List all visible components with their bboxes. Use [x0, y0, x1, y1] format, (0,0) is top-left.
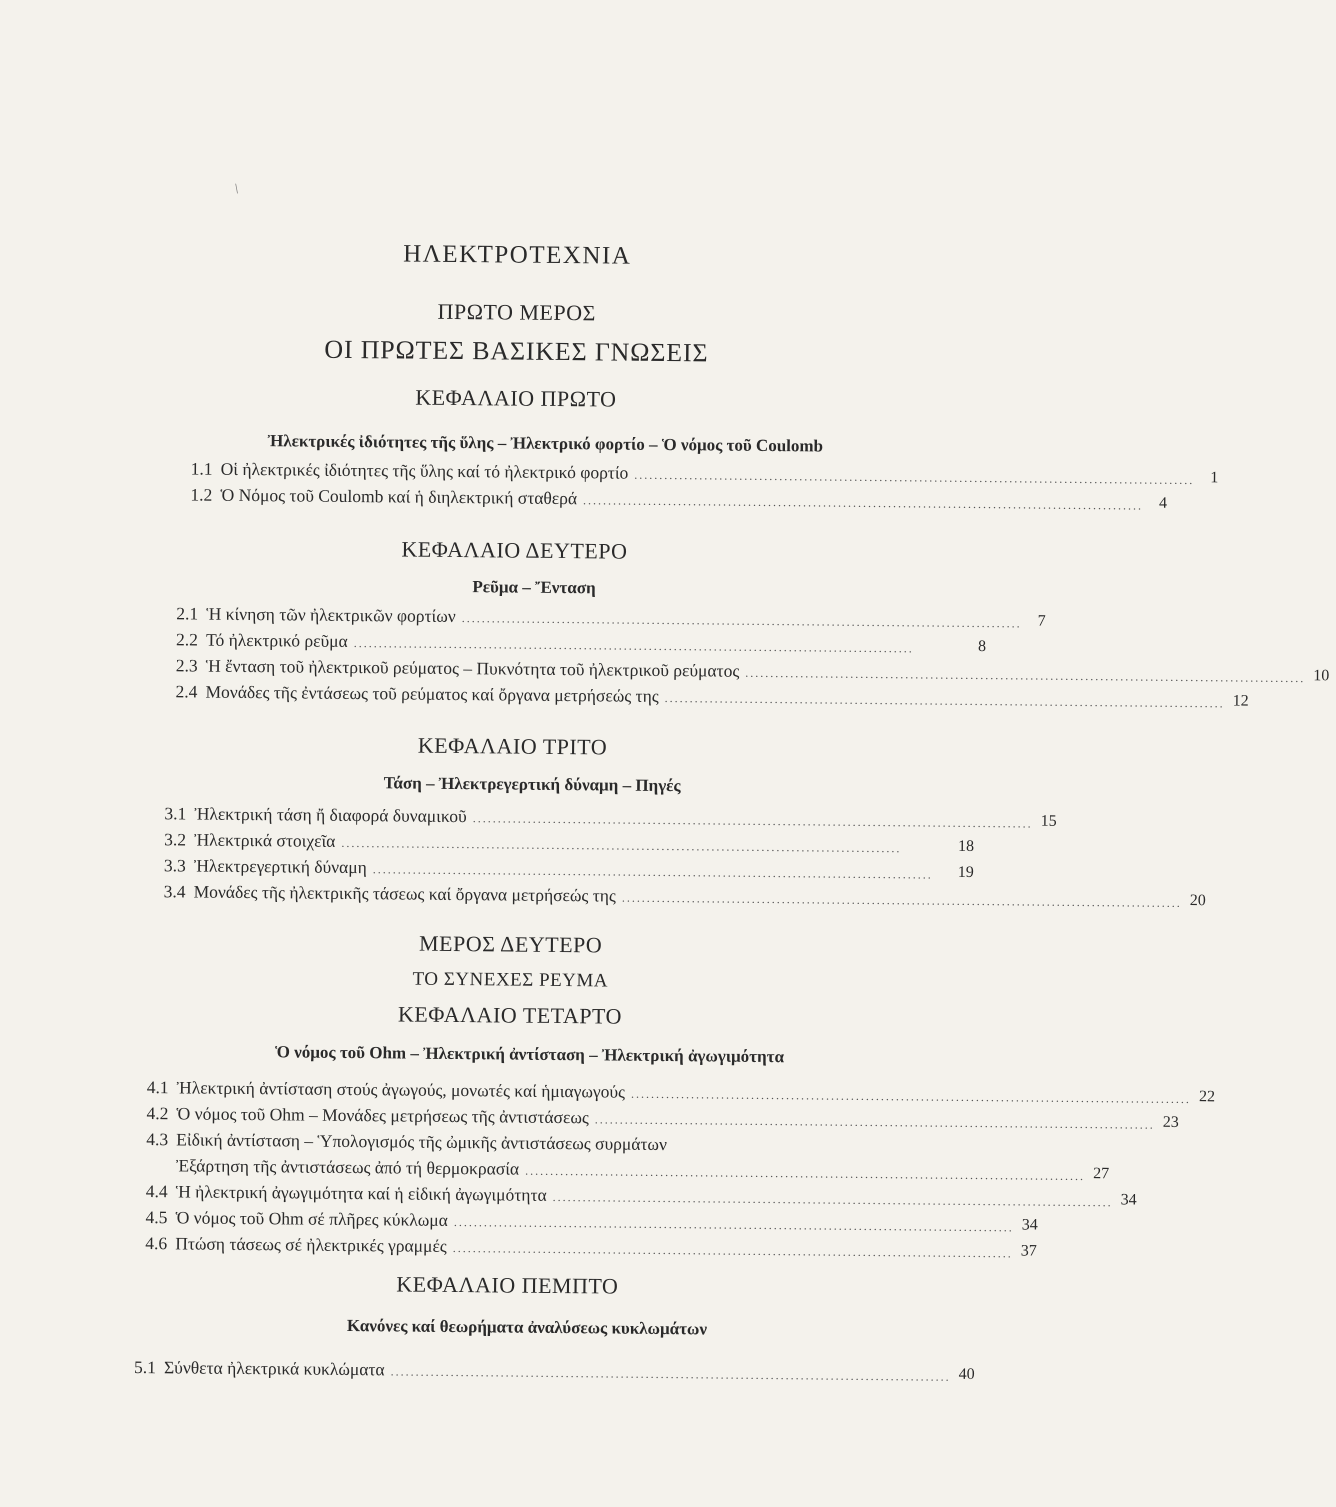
toc-entry-title: Ἠλεκτρικά στοιχεῖα — [194, 828, 342, 851]
toc-entry-title: Σύνθετα ἠλεκτρικά κυκλώματα — [164, 1356, 391, 1380]
toc-entry-title: Οἱ ἠλεκτρικές ἰδιότητες τῆς ὕλης καί τό ἠλεκτρικό φορτίο — [221, 458, 635, 484]
chapter4-subtitle: Ὁ νόμος τοῦ Ohm – Ἠλεκτρική ἀντίσταση – Ἠλεκτρική ἀγωγιμότητα — [17, 1040, 1042, 1070]
toc-entry-title: Ἡ ἠλεκτρική ἀγωγιμότητα καί ἡ εἰδική ἀγωγιμότητα — [176, 1180, 553, 1206]
toc-entry-number: 2.1 — [176, 602, 206, 624]
toc-entry — [191, 457, 996, 487]
toc-entry — [164, 802, 974, 832]
chapter3-heading: ΚΕΦΑΛΑΙΟ ΤΡΙΤΟ — [0, 729, 1025, 765]
toc-entry — [146, 1154, 971, 1184]
toc-entry-number: 5.1 — [134, 1356, 164, 1378]
toc-entry-title: Τό ἠλεκτρικό ρεῦμα — [206, 629, 354, 652]
toc-entry-title: Ἡ κίνηση τῶν ἠλεκτρικῶν φορτίων — [206, 603, 462, 627]
toc-entry-page: 40 — [951, 1364, 975, 1386]
toc-entry — [147, 1076, 972, 1106]
toc-entry — [164, 880, 974, 910]
toc-entry — [175, 680, 985, 710]
toc-entry-number: 4.2 — [146, 1102, 176, 1124]
chapter2-heading: ΚΕΦΑΛΑΙΟ ΔΕΥΤΕΡΟ — [2, 533, 1027, 569]
toc-entry — [146, 1128, 971, 1158]
toc-entry-title: Μονάδες τῆς ἠλεκτρικῆς τάσεως καί ὄργανα μετρήσεώς της — [194, 880, 622, 906]
toc-entry-title: Ἡ ἔνταση τοῦ ἠλεκτρικοῦ ρεύματος – Πυκνότητα τοῦ ἠλεκτρικοῦ ρεύματος — [206, 655, 746, 682]
leader-dots: ................................................................................................................ — [373, 860, 950, 884]
toc-entry-page: 34 — [1014, 1214, 1038, 1236]
part2-title: ΤΟ ΣΥΝΕΧΕΣ ΡΕΥΜΑ — [0, 965, 1023, 997]
toc-entry-title: Ἐξάρτηση τῆς ἀντιστάσεως ἀπό τή θερμοκρασία — [176, 1154, 525, 1179]
toc-entry-title: Ὁ νόμος τοῦ Ohm σέ πλῆρες κύκλωμα — [175, 1206, 454, 1231]
part1-heading: ΠΡΩΤΟ ΜΕΡΟΣ — [4, 295, 1029, 331]
leader-dots: ................................................................................................................ — [631, 1085, 1191, 1108]
toc-entry-number: 3.2 — [164, 828, 194, 850]
leader-dots: ................................................................................................................ — [665, 689, 1225, 712]
toc-entry — [164, 828, 974, 858]
toc-entry-number: 4.1 — [147, 1076, 177, 1098]
toc-entry-title: Ἠλεκτρική ἀντίσταση στούς ἀγωγούς, μονωτές καί ἡμιαγωγούς — [177, 1076, 631, 1102]
toc-entry — [146, 1180, 971, 1210]
toc-entry — [190, 483, 995, 513]
toc-entry-title: Εἰδική ἀντίσταση – Ὑπολογισμός τῆς ὠμικῆς ἀντιστάσεως συρμάτων — [176, 1128, 673, 1155]
toc-entry-title: Μονάδες τῆς ἐντάσεως τοῦ ρεύματος καί ὄργανα μετρήσεώς της — [205, 681, 664, 707]
leader-dots: ................................................................................................................ — [634, 466, 1194, 489]
toc-entry-number: 4.3 — [146, 1128, 176, 1150]
chapter4-heading: ΚΕΦΑΛΑΙΟ ΤΕΤΑΡΤΟ — [0, 998, 1023, 1034]
leader-dots: ................................................................................................................ — [525, 1162, 1085, 1185]
toc-entry-page: 22 — [1191, 1086, 1215, 1108]
toc-entry-number: 1.2 — [190, 483, 220, 505]
part1-title: ΟΙ ΠΡΩΤΕΣ ΒΑΣΙΚΕΣ ΓΝΩΣΕΙΣ — [4, 332, 1029, 372]
toc-entry-title: Ὁ Νόμος τοῦ Coulomb καί ἡ διηλεκτρική σταθερά — [220, 484, 583, 509]
toc-entry — [164, 854, 974, 884]
toc-entry-number: 4.4 — [146, 1180, 176, 1202]
leader-dots: ................................................................................................................ — [354, 634, 962, 658]
toc-entry-page: 18 — [950, 836, 974, 858]
toc-entry-page: 12 — [1225, 690, 1249, 712]
part2-heading: ΜΕΡΟΣ ΔΕΥΤΕΡΟ — [0, 927, 1023, 963]
toc-entry-title: Ἠλεκτρική τάση ἤ διαφορά δυναμικοῦ — [194, 802, 473, 827]
toc-entry-page: 20 — [1182, 890, 1206, 912]
toc-entry-title: Ἠλεκτρεγερτική δύναμη — [194, 854, 373, 878]
toc-entry-page: 1 — [1194, 467, 1218, 489]
chapter2-subtitle: Ρεῦμα – Ἔνταση — [21, 573, 1046, 603]
toc-entry-page: 15 — [1033, 811, 1057, 833]
toc-entry-number: 2.2 — [176, 628, 206, 650]
leader-dots: ................................................................................................................ — [341, 834, 950, 858]
toc-entry — [176, 628, 986, 658]
stray-pen-mark: / — [232, 182, 243, 198]
toc-entry-page: 8 — [962, 636, 986, 658]
toc-entry — [134, 1356, 954, 1386]
leader-dots: ................................................................................................................ — [391, 1362, 951, 1385]
chapter3-subtitle: Τάση – Ἠλεκτρεγερτική δύναμη – Πηγές — [20, 770, 1045, 800]
toc-entry-page: 4 — [1143, 493, 1167, 515]
chapter1-heading: ΚΕΦΑΛΑΙΟ ΠΡΩΤΟ — [3, 381, 1028, 417]
toc-entry-number: 1.1 — [191, 457, 221, 479]
toc-entry-number: 2.4 — [175, 680, 205, 702]
toc-entry-number: 4.6 — [145, 1232, 175, 1254]
chapter5-heading: ΚΕΦΑΛΑΙΟ ΠΕΜΠΤΟ — [0, 1268, 1020, 1304]
leader-dots: ................................................................................................................ — [453, 1239, 1013, 1262]
toc-entry — [176, 654, 986, 684]
toc-entry-page: 19 — [950, 862, 974, 884]
toc-entry-number: 3.3 — [164, 854, 194, 876]
toc-entry-page: 10 — [1305, 665, 1329, 687]
toc-entry-page: 34 — [1113, 1189, 1137, 1211]
leader-dots: ................................................................................................................ — [622, 889, 1182, 912]
leader-dots: ................................................................................................................ — [595, 1110, 1155, 1133]
toc-entry-number: 3.4 — [164, 880, 194, 902]
toc-entry-number: 4.5 — [145, 1206, 175, 1228]
leader-dots: ................................................................................................................ — [745, 664, 1305, 687]
leader-dots: ................................................................................................................ — [454, 1213, 1014, 1236]
toc-entry-page: 37 — [1013, 1240, 1037, 1262]
toc-entry — [176, 602, 986, 632]
chapter1-subtitle: Ἠλεκτρικές ἰδιότητες τῆς ὕλης – Ἠλεκτρικό φορτίο – Ὁ νόμος τοῦ Coulomb — [33, 429, 1058, 459]
toc-entry — [145, 1206, 970, 1236]
book-title: ΗΛΕΚΤΡΟΤΕΧΝΙΑ — [5, 237, 1030, 275]
leader-dots: ................................................................................................................ — [583, 491, 1143, 514]
toc-entry-page — [673, 1155, 971, 1158]
toc-entry-page: 7 — [1022, 610, 1046, 632]
toc-entry — [146, 1102, 971, 1132]
toc-entry-page: 23 — [1155, 1112, 1179, 1134]
toc-entry — [145, 1232, 970, 1262]
leader-dots: ................................................................................................................ — [473, 809, 1033, 832]
toc-entry-number: 2.3 — [176, 654, 206, 676]
toc-entry-page: 27 — [1085, 1163, 1109, 1185]
toc-entry-number: 3.1 — [164, 802, 194, 824]
leader-dots: ................................................................................................................ — [553, 1188, 1113, 1211]
chapter5-subtitle: Κανόνες καί θεωρήματα ἀναλύσεως κυκλωμάτων — [14, 1313, 1039, 1343]
toc-entry-title: Ὁ νόμος τοῦ Ohm – Μονάδες μετρήσεως τῆς ἀντιστάσεως — [176, 1102, 595, 1128]
toc-entry-title: Πτώση τάσεως σέ ἠλεκτρικές γραμμές — [175, 1232, 453, 1257]
leader-dots: ................................................................................................................ — [462, 609, 1022, 632]
